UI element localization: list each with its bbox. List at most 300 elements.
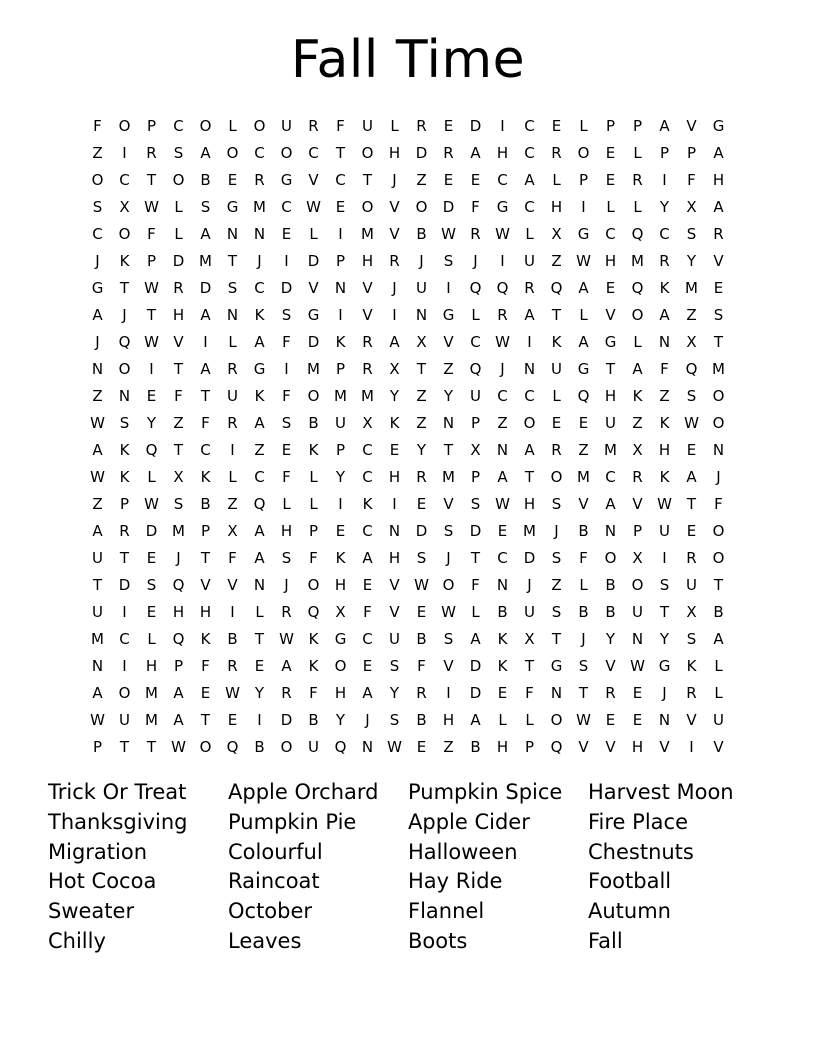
- grid-letter: J: [392, 278, 397, 297]
- grid-letter: M: [631, 251, 644, 270]
- grid-letter: T: [173, 359, 184, 378]
- grid-letter: A: [713, 143, 724, 162]
- grid-letter: P: [578, 170, 589, 189]
- grid-letter: W: [441, 602, 456, 621]
- grid-letter: H: [658, 440, 671, 459]
- grid-letter: L: [552, 386, 561, 405]
- grid-letter: W: [495, 332, 510, 351]
- grid-letter: A: [92, 521, 103, 540]
- grid-letter: D: [280, 710, 293, 729]
- grid-letter: M: [523, 521, 536, 540]
- word-list-item: Sweater: [48, 899, 135, 924]
- word-list-item: Apple Orchard: [228, 780, 379, 804]
- grid-letter: L: [228, 116, 237, 135]
- grid-letter: R: [227, 656, 238, 675]
- grid-letter: Y: [443, 386, 454, 405]
- grid-letter: Q: [577, 386, 590, 405]
- grid-letter: C: [524, 116, 535, 135]
- grid-letter: V: [308, 170, 319, 189]
- grid-letter: G: [577, 359, 590, 378]
- grid-letter: L: [255, 602, 264, 621]
- grid-letter: C: [173, 116, 184, 135]
- grid-letter: Y: [605, 629, 616, 648]
- grid-letter: M: [145, 710, 158, 729]
- grid-letter: W: [144, 197, 159, 216]
- grid-letter: U: [551, 359, 562, 378]
- word-list-item: Chestnuts: [588, 839, 694, 864]
- grid-letter: I: [581, 197, 586, 216]
- grid-letter: P: [146, 116, 157, 135]
- grid-letter: T: [578, 683, 589, 702]
- grid-letter: X: [173, 467, 184, 486]
- grid-letter: Y: [254, 683, 265, 702]
- grid-letter: K: [119, 251, 130, 270]
- grid-letter: A: [524, 170, 535, 189]
- grid-letter: H: [388, 143, 401, 162]
- grid-letter: C: [254, 467, 265, 486]
- grid-letter: T: [335, 143, 346, 162]
- grid-letter: E: [605, 710, 616, 729]
- grid-letter: X: [524, 629, 535, 648]
- grid-letter: K: [659, 467, 670, 486]
- grid-letter: I: [230, 440, 235, 459]
- grid-letter: L: [579, 575, 588, 594]
- grid-letter: R: [308, 116, 319, 135]
- grid-letter: R: [389, 251, 400, 270]
- grid-letter: X: [632, 440, 643, 459]
- grid-letter: H: [334, 683, 347, 702]
- grid-letter: H: [388, 548, 401, 567]
- grid-letter: A: [605, 494, 616, 513]
- grid-row: [84, 436, 732, 463]
- grid-letter: A: [92, 305, 103, 324]
- grid-letter: Y: [389, 386, 400, 405]
- grid-letter: P: [605, 116, 616, 135]
- grid-letter: K: [335, 332, 346, 351]
- grid-letter: H: [442, 710, 455, 729]
- grid-letter: T: [200, 548, 211, 567]
- grid-letter: E: [497, 521, 508, 540]
- grid-letter: T: [443, 440, 454, 459]
- grid-letter: S: [551, 548, 562, 567]
- grid-letter: R: [362, 332, 373, 351]
- grid-letter: V: [686, 710, 697, 729]
- grid-letter: A: [254, 548, 265, 567]
- word-list-item: Hot Cocoa: [48, 869, 157, 894]
- grid-letter: L: [714, 683, 723, 702]
- grid-letter: O: [253, 116, 266, 135]
- grid-letter: S: [92, 197, 103, 216]
- grid-letter: I: [338, 305, 343, 324]
- grid-letter: I: [284, 359, 289, 378]
- grid-letter: V: [605, 737, 616, 756]
- grid-letter: A: [281, 656, 292, 675]
- grid-letter: P: [659, 143, 670, 162]
- grid-letter: V: [389, 197, 400, 216]
- grid-letter: S: [389, 710, 400, 729]
- grid-letter: K: [254, 305, 265, 324]
- grid-letter: E: [416, 602, 427, 621]
- grid-letter: Q: [172, 575, 185, 594]
- grid-letter: V: [443, 656, 454, 675]
- grid-letter: O: [712, 548, 725, 567]
- grid-letter: I: [149, 359, 154, 378]
- grid-letter: A: [254, 332, 265, 351]
- grid-letter: Q: [172, 629, 185, 648]
- grid-letter: N: [253, 575, 266, 594]
- grid-row: [84, 652, 732, 679]
- grid-letter: Q: [469, 278, 482, 297]
- grid-letter: J: [716, 467, 721, 486]
- grid-letter: E: [686, 521, 697, 540]
- grid-letter: D: [172, 251, 185, 270]
- grid-letter: M: [307, 359, 320, 378]
- grid-row: [84, 355, 732, 382]
- grid-letter: A: [389, 332, 400, 351]
- grid-letter: G: [226, 197, 239, 216]
- grid-letter: S: [551, 494, 562, 513]
- grid-letter: W: [90, 467, 105, 486]
- grid-letter: Y: [335, 467, 346, 486]
- grid-letter: L: [147, 467, 156, 486]
- grid-letter: U: [389, 629, 400, 648]
- grid-letter: M: [361, 224, 374, 243]
- grid-letter: N: [658, 710, 671, 729]
- grid-letter: A: [659, 305, 670, 324]
- grid-letter: G: [307, 305, 320, 324]
- grid-letter: F: [336, 116, 345, 135]
- grid-letter: F: [660, 359, 669, 378]
- grid-letter: B: [578, 521, 589, 540]
- grid-letter: C: [497, 170, 508, 189]
- grid-letter: Q: [307, 602, 320, 621]
- grid-letter: O: [361, 143, 374, 162]
- grid-letter: A: [92, 683, 103, 702]
- grid-letter: H: [334, 575, 347, 594]
- grid-letter: J: [473, 251, 478, 270]
- grid-letter: L: [633, 143, 642, 162]
- grid-letter: O: [631, 575, 644, 594]
- grid-letter: R: [254, 170, 265, 189]
- grid-letter: O: [577, 143, 590, 162]
- grid-letter: K: [389, 413, 400, 432]
- grid-letter: W: [225, 683, 240, 702]
- grid-letter: R: [173, 278, 184, 297]
- grid-letter: F: [282, 386, 291, 405]
- grid-letter: I: [500, 116, 505, 135]
- grid-letter: L: [633, 197, 642, 216]
- grid-letter: G: [91, 278, 104, 297]
- grid-letter: N: [631, 629, 644, 648]
- grid-row: [84, 247, 732, 274]
- grid-letter: O: [712, 413, 725, 432]
- grid-letter: J: [257, 251, 262, 270]
- grid-letter: V: [713, 251, 724, 270]
- grid-letter: P: [173, 656, 184, 675]
- grid-row: [84, 679, 732, 706]
- grid-letter: T: [524, 656, 535, 675]
- grid-letter: R: [416, 467, 427, 486]
- grid-letter: P: [146, 251, 157, 270]
- grid-letter: U: [335, 413, 346, 432]
- grid-letter: L: [174, 224, 183, 243]
- grid-letter: U: [470, 386, 481, 405]
- grid-letter: O: [199, 737, 212, 756]
- grid-letter: C: [605, 467, 616, 486]
- grid-letter: G: [334, 629, 347, 648]
- grid-letter: B: [416, 224, 427, 243]
- grid-letter: L: [525, 224, 534, 243]
- grid-letter: A: [254, 413, 265, 432]
- grid-letter: Q: [469, 359, 482, 378]
- grid-letter: R: [551, 440, 562, 459]
- grid-letter: X: [632, 548, 643, 567]
- grid-letter: I: [446, 683, 451, 702]
- word-list-item: Autumn: [588, 899, 671, 924]
- grid-letter: D: [469, 116, 482, 135]
- grid-letter: E: [443, 116, 454, 135]
- grid-letter: C: [659, 224, 670, 243]
- grid-letter: I: [446, 278, 451, 297]
- grid-letter: E: [443, 170, 454, 189]
- word-list-item: Pumpkin Spice: [408, 780, 563, 804]
- grid-letter: X: [416, 332, 427, 351]
- grid-letter: X: [362, 413, 373, 432]
- grid-letter: N: [496, 575, 509, 594]
- grid-letter: T: [92, 575, 103, 594]
- grid-letter: H: [523, 494, 536, 513]
- grid-letter: V: [443, 494, 454, 513]
- grid-letter: F: [201, 656, 210, 675]
- grid-letter: O: [712, 386, 725, 405]
- grid-row: [84, 463, 732, 490]
- grid-letter: Z: [443, 359, 454, 378]
- grid-letter: H: [145, 656, 158, 675]
- grid-letter: A: [470, 710, 481, 729]
- grid-letter: V: [578, 737, 589, 756]
- grid-letter: O: [118, 224, 131, 243]
- grid-letter: Z: [551, 575, 562, 594]
- grid-letter: C: [362, 467, 373, 486]
- grid-letter: E: [551, 116, 562, 135]
- grid-letter: B: [227, 629, 238, 648]
- grid-letter: A: [632, 359, 643, 378]
- grid-letter: Q: [685, 359, 698, 378]
- grid-letter: N: [226, 224, 239, 243]
- grid-letter: U: [92, 548, 103, 567]
- page-title: Fall Time: [290, 30, 526, 90]
- grid-letter: F: [228, 548, 237, 567]
- grid-letter: J: [581, 629, 586, 648]
- grid-row: [84, 139, 732, 166]
- grid-letter: I: [203, 332, 208, 351]
- grid-letter: K: [659, 413, 670, 432]
- word-list-item: October: [228, 899, 313, 924]
- grid-letter: V: [713, 737, 724, 756]
- grid-letter: G: [658, 656, 671, 675]
- grid-letter: K: [254, 386, 265, 405]
- grid-letter: I: [122, 656, 127, 675]
- grid-letter: A: [200, 359, 211, 378]
- grid-letter: Q: [631, 224, 644, 243]
- grid-letter: B: [200, 170, 211, 189]
- grid-letter: T: [119, 548, 130, 567]
- grid-letter: S: [443, 251, 454, 270]
- grid-letter: N: [550, 683, 563, 702]
- grid-letter: Z: [443, 737, 454, 756]
- grid-letter: Z: [416, 170, 427, 189]
- grid-letter: J: [95, 332, 100, 351]
- grid-letter: S: [551, 602, 562, 621]
- grid-letter: T: [551, 305, 562, 324]
- grid-letter: B: [308, 413, 319, 432]
- grid-letter: J: [122, 305, 127, 324]
- grid-letter: V: [173, 332, 184, 351]
- grid-letter: O: [280, 143, 293, 162]
- grid-letter: E: [146, 386, 157, 405]
- grid-letter: R: [281, 602, 292, 621]
- grid-letter: N: [415, 305, 428, 324]
- grid-letter: C: [524, 197, 535, 216]
- grid-letter: S: [416, 548, 427, 567]
- grid-letter: Y: [659, 629, 670, 648]
- grid-letter: G: [253, 359, 266, 378]
- grid-letter: V: [443, 332, 454, 351]
- grid-letter: U: [92, 602, 103, 621]
- grid-letter: W: [630, 656, 645, 675]
- grid-letter: A: [470, 629, 481, 648]
- grid-letter: N: [226, 305, 239, 324]
- grid-letter: C: [254, 278, 265, 297]
- grid-letter: S: [578, 656, 589, 675]
- grid-letter: D: [118, 575, 131, 594]
- grid-letter: V: [200, 575, 211, 594]
- grid-letter: D: [280, 278, 293, 297]
- grid-letter: J: [176, 548, 181, 567]
- grid-letter: R: [632, 467, 643, 486]
- grid-letter: L: [309, 467, 318, 486]
- grid-letter: V: [605, 656, 616, 675]
- grid-letter: E: [281, 224, 292, 243]
- grid-letter: A: [200, 224, 211, 243]
- grid-letter: H: [172, 305, 185, 324]
- grid-letter: Z: [416, 413, 427, 432]
- grid-letter: N: [91, 656, 104, 675]
- grid-letter: P: [470, 467, 481, 486]
- grid-letter: W: [441, 224, 456, 243]
- grid-letter: M: [604, 440, 617, 459]
- grid-letter: K: [551, 332, 562, 351]
- grid-letter: J: [365, 710, 370, 729]
- grid-letter: I: [392, 305, 397, 324]
- grid-letter: K: [632, 386, 643, 405]
- grid-letter: R: [146, 143, 157, 162]
- grid-letter: I: [338, 494, 343, 513]
- grid-row: [84, 409, 732, 436]
- grid-letter: X: [686, 332, 697, 351]
- grid-letter: A: [173, 710, 184, 729]
- grid-letter: U: [281, 116, 292, 135]
- grid-letter: K: [308, 629, 319, 648]
- grid-letter: S: [686, 386, 697, 405]
- grid-letter: L: [579, 116, 588, 135]
- grid-letter: I: [500, 251, 505, 270]
- word-list-item: Football: [588, 869, 672, 894]
- grid-letter: U: [362, 116, 373, 135]
- grid-letter: O: [712, 521, 725, 540]
- grid-letter: F: [687, 170, 696, 189]
- grid-letter: S: [443, 521, 454, 540]
- grid-letter: A: [686, 467, 697, 486]
- grid-letter: A: [497, 467, 508, 486]
- grid-letter: B: [713, 602, 724, 621]
- grid-letter: M: [442, 467, 455, 486]
- grid-letter: T: [524, 467, 535, 486]
- grid-letter: O: [226, 143, 239, 162]
- grid-letter: H: [361, 251, 374, 270]
- grid-letter: P: [200, 521, 211, 540]
- grid-letter: D: [307, 251, 320, 270]
- grid-letter: W: [279, 629, 294, 648]
- grid-letter: C: [470, 332, 481, 351]
- grid-letter: L: [147, 629, 156, 648]
- grid-letter: M: [91, 629, 104, 648]
- grid-row: [84, 382, 732, 409]
- grid-letter: H: [496, 143, 509, 162]
- grid-letter: E: [254, 656, 265, 675]
- grid-letter: S: [200, 197, 211, 216]
- grid-letter: E: [146, 548, 157, 567]
- grid-letter: Z: [686, 305, 697, 324]
- grid-letter: S: [146, 575, 157, 594]
- grid-letter: W: [387, 737, 402, 756]
- grid-letter: P: [308, 521, 319, 540]
- grid-letter: T: [659, 602, 670, 621]
- grid-letter: K: [119, 467, 130, 486]
- grid-letter: J: [554, 521, 559, 540]
- grid-letter: D: [523, 548, 536, 567]
- grid-letter: Q: [550, 278, 563, 297]
- grid-letter: C: [497, 548, 508, 567]
- grid-letter: F: [309, 683, 318, 702]
- grid-letter: Z: [92, 386, 103, 405]
- grid-letter: D: [442, 197, 455, 216]
- grid-letter: I: [527, 332, 532, 351]
- grid-letter: S: [686, 224, 697, 243]
- grid-letter: C: [524, 386, 535, 405]
- grid-letter: L: [633, 332, 642, 351]
- grid-letter: A: [200, 305, 211, 324]
- grid-letter: R: [497, 305, 508, 324]
- grid-letter: Q: [253, 494, 266, 513]
- grid-letter: C: [119, 170, 130, 189]
- grid-row: [84, 571, 732, 598]
- grid-letter: L: [552, 170, 561, 189]
- grid-letter: X: [119, 197, 130, 216]
- grid-letter: Z: [632, 413, 643, 432]
- grid-letter: R: [686, 683, 697, 702]
- grid-letter: E: [470, 170, 481, 189]
- grid-letter: S: [713, 305, 724, 324]
- grid-letter: L: [174, 197, 183, 216]
- grid-letter: J: [95, 251, 100, 270]
- grid-letter: H: [172, 602, 185, 621]
- grid-letter: A: [578, 278, 589, 297]
- grid-letter: D: [469, 521, 482, 540]
- grid-letter: M: [253, 197, 266, 216]
- grid-letter: Z: [92, 494, 103, 513]
- grid-letter: S: [173, 143, 184, 162]
